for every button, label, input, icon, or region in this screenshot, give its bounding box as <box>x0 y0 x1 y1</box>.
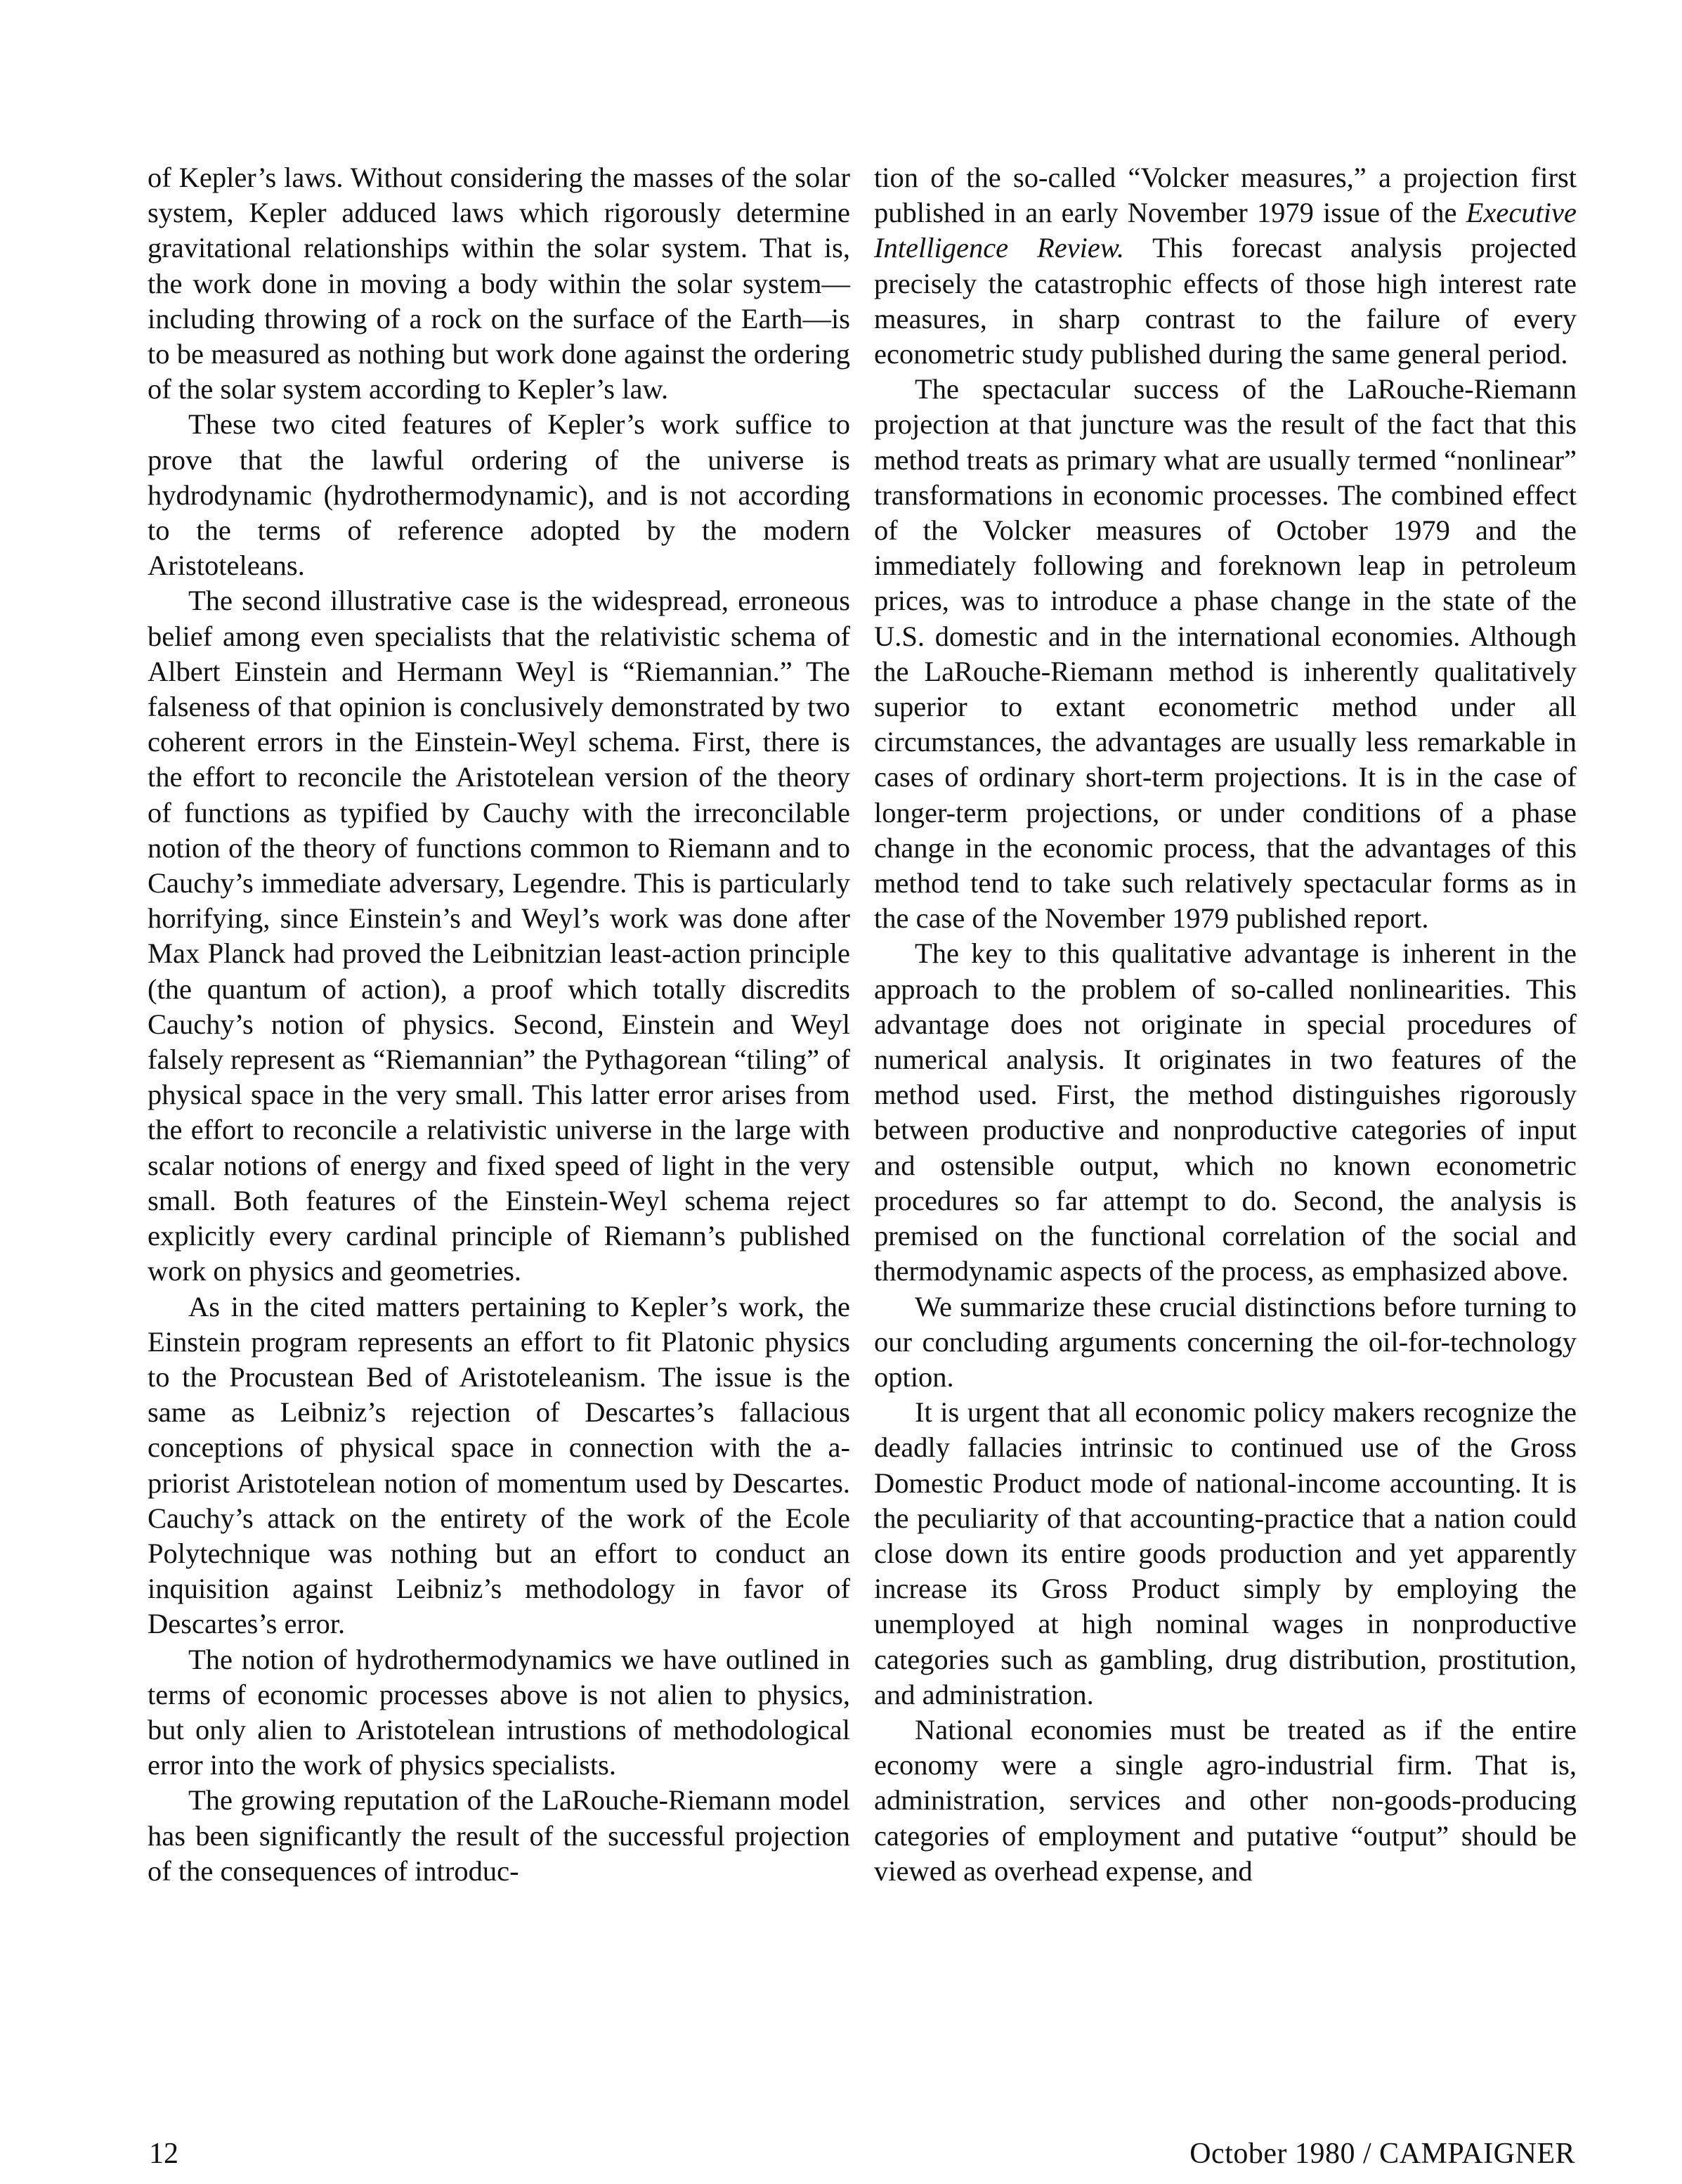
page-number: 12 <box>149 2138 178 2170</box>
paragraph: These two cited features of Kepler’s work suffice to prove that the lawful ordering of the universe is hydrodynamic (hydrothermodynamic), and is not according to the terms of reference adopted by the modern Aristoteleans. <box>148 408 850 582</box>
paragraph: The second illustrative case is the widespread, erroneous belief among even specialists that the relativistic schema of Albert Einstein and Hermann Weyl is “Riemannian.” The falseness of that opinion is conclusively demonstrated by two coherent errors in the Einstein-Weyl schema. First, there is the effort to reconcile the Aristotelean version of the theory of functions as typified by Cauchy with the irreconcilable notion of the theory of functions common to Riemann and to Cauchy’s immediate adversary, Legendre. This is particularly horrifying, since Einstein’s and Weyl’s work was done after Max Planck had proved the Leibnitzian least-action principle (the quantum of action), a proof which totally discredits Cauchy’s notion of physics. Second, Einstein and Weyl falsely represent as “Riemannian” the Pythagorean “tiling” of physical space in the very small. This latter error arises from the effort to reconcile a relativistic universe in the large with scalar notions of energy and fixed speed of light in the very small. Both features of the Einstein-Weyl schema reject explicitly every cardinal principle of Riemann’s published work on physics and geometries. <box>148 585 850 1287</box>
left-text-column <box>148 160 850 1889</box>
paragraph-text: tion of the so-called “Volcker measures,” a projection first published in an early November 1979 issue of the <box>874 162 1577 229</box>
paragraph <box>874 160 1577 372</box>
paragraph: of Kepler’s laws. Without considering the masses of the solar system, Kepler adduced laws which rigorously determine gravitational relationships within the solar system. That is, the work done in moving a body within the solar system—including throwing of a rock on the surface of the Earth—is to be measured as nothing but work done against the ordering of the solar system according to Kepler’s law. <box>148 162 850 405</box>
paragraph: The notion of hydrothermodynamics we have outlined in terms of economic processes above is not alien to physics, but only alien to Aristotelean intrustions of methodological error into the work of physics specialists. <box>148 1643 850 1781</box>
paragraph: It is urgent that all economic policy makers recognize the deadly fallacies intrinsic to continued use of the Gross Domestic Product mode of national-income accounting. It is the peculiarity of that accounting-practice that a nation could close down its entire goods production and yet apparently increase its Gross Product simply by employing the unemployed at high nominal wages in nonproductive categories such as gambling, drug distribution, prostitution, and administration. <box>874 1396 1577 1710</box>
publication-title: Executive Intelligence Review. <box>874 197 1577 264</box>
paragraph: We summarize these crucial distinctions before turning to our concluding arguments concerning the oil-for-technology option. <box>874 1290 1577 1393</box>
paragraph: The key to this qualitative advantage is inherent in the approach to the problem of so-called nonlinearities. This advantage does not originate in special procedures of numerical analysis. It originates in two features of the method used. First, the method distinguishes rigorously between productive and nonproductive categories of input and ostensible output, which no known econometric procedures so far attempt to do. Second, the analysis is premised on the functional correlation of the social and thermodynamic aspects of the process, as emphasized above. <box>874 937 1577 1287</box>
paragraph: As in the cited matters pertaining to Kepler’s work, the Einstein program represents an effort to fit Platonic physics to the Procustean Bed of Aristoteleanism. The issue is the same as Leibniz’s rejection of Descartes’s fallacious conceptions of physical space in connection with the a-priorist Aristotelean notion of momentum used by Descartes. Cauchy’s attack on the entirety of the work of the Ecole Polytechnique was nothing but an effort to conduct an inquisition against Leibniz’s methodology in favor of Descartes’s error. <box>148 1290 850 1640</box>
issue-line: October 1980 / CAMPAIGNER <box>1189 2138 1575 2170</box>
paragraph-text: This forecast analysis projected precisely the catastrophic effects of those high interest rate measures, in sharp contrast to the failure of every econometric study published during the same general period. <box>874 232 1577 370</box>
paragraph: National economies must be treated as if the entire economy were a single agro-industrial firm. That is, administration, services and other non-goods-producing categories of employment and putative “output” should be viewed as overhead expense, and <box>874 1713 1577 1887</box>
paragraph: The growing reputation of the LaRouche-Riemann model has been significantly the result of the successful projection of the consequences of introduc- <box>148 1784 850 1887</box>
paragraph: The spectacular success of the LaRouche-Riemann projection at that juncture was the result of the fact that this method treats as primary what are usually termed “nonlinear” transformations in economic processes. The combined effect of the Volcker measures of October 1979 and the immediately following and foreknown leap in petroleum prices, was to introduce a phase change in the state of the U.S. domestic and in the international economies. Although the LaRouche-Riemann method is inherently qualitatively superior to extant econometric method under all circumstances, the advantages are usually less remarkable in cases of ordinary short-term projections. It is in the case of longer-term projections, or under conditions of a phase change in the economic process, that the advantages of this method tend to take such relatively spectacular forms as in the case of the November 1979 published report. <box>874 373 1577 935</box>
right-text-column <box>874 160 1577 1889</box>
